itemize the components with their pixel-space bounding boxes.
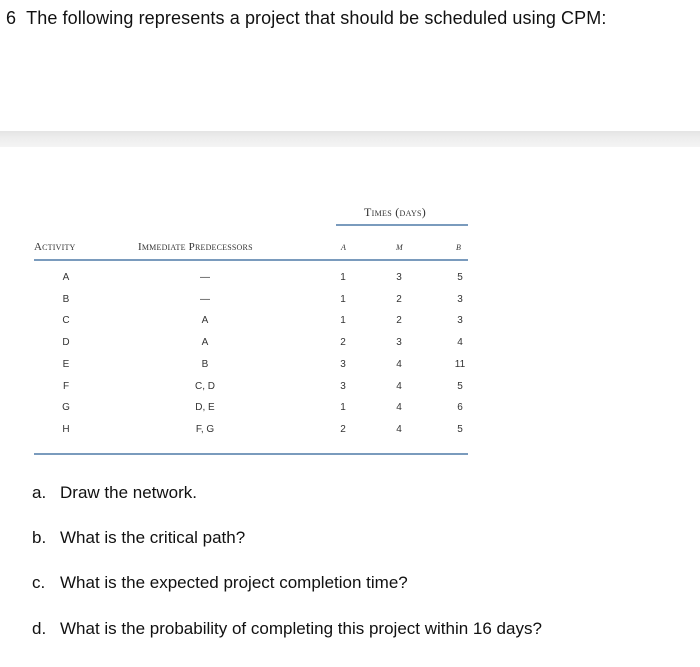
pred-cell: —: [200, 293, 210, 305]
a-cell: 1: [340, 293, 346, 305]
pred-cell: C, D: [195, 380, 215, 392]
subquestion-a: [32, 483, 197, 503]
m-column-header: m: [396, 241, 403, 253]
m-cell: 4: [396, 380, 402, 392]
a-cell: 1: [340, 272, 346, 283]
times-header-rule: [336, 224, 468, 226]
table-row: [0, 402, 700, 422]
table-row: [0, 294, 700, 314]
b-cell: 5: [457, 380, 463, 392]
table-bottom-rule: [34, 453, 468, 455]
a-cell: 2: [340, 423, 346, 435]
question-text: [6, 8, 606, 29]
activity-column-header: Activity: [34, 241, 76, 253]
m-cell: 4: [396, 402, 402, 414]
activity-cell: A: [62, 272, 70, 283]
a-cell: 1: [340, 315, 346, 327]
question-number: 6: [6, 8, 17, 28]
activity-cell: F: [62, 380, 70, 392]
m-cell: 4: [396, 358, 402, 370]
b-cell: 6: [457, 402, 463, 414]
table-row: [0, 424, 700, 444]
pred-cell: —: [200, 272, 210, 283]
subquestion-text: What is the expected project completion time?: [60, 573, 408, 592]
m-cell: 4: [396, 423, 402, 435]
table-row: [0, 272, 700, 292]
subquestion-label: d.: [32, 619, 47, 638]
activity-cell: E: [62, 358, 70, 370]
pred-cell: D, E: [195, 402, 215, 414]
subquestion-c: [32, 573, 408, 593]
activity-cell: G: [62, 402, 70, 414]
activity-cell: D: [62, 337, 70, 349]
b-cell: 5: [457, 272, 463, 283]
pred-cell: A: [201, 315, 209, 327]
pred-cell: F, G: [195, 423, 215, 435]
predecessors-column-header: Immediate Predecessors: [138, 241, 253, 253]
subquestion-label: c.: [32, 573, 46, 592]
b-cell: 3: [457, 315, 463, 327]
page-divider: [0, 131, 700, 147]
activity-table: [0, 195, 700, 465]
pred-cell: B: [201, 358, 209, 370]
question-body: The following represents a project that should be scheduled using CPM:: [26, 8, 607, 28]
m-cell: 3: [396, 272, 402, 283]
a-cell: 2: [340, 337, 346, 349]
table-row: [0, 315, 700, 335]
b-column-header: b: [456, 241, 462, 253]
activity-cell: H: [62, 423, 70, 435]
a-cell: 1: [340, 402, 346, 414]
a-cell: 3: [340, 380, 346, 392]
subquestion-text: Draw the network.: [60, 483, 197, 502]
subquestion-text: What is the probability of completing this project within 16 days?: [60, 619, 542, 638]
m-cell: 2: [396, 315, 402, 327]
activity-cell: B: [62, 293, 70, 305]
table-row: [0, 381, 700, 401]
times-header: Times (days): [364, 205, 427, 219]
subquestion-d: [32, 619, 542, 639]
pred-cell: A: [201, 337, 209, 349]
header-rule: [34, 259, 468, 261]
activity-cell: C: [62, 315, 70, 327]
m-cell: 3: [396, 337, 402, 349]
subquestion-label: a.: [32, 483, 47, 502]
table-row: [0, 359, 700, 379]
subquestion-label: b.: [32, 528, 47, 547]
b-cell: 4: [457, 337, 463, 349]
subquestion-text: What is the critical path?: [60, 528, 246, 547]
b-cell: 5: [457, 423, 463, 435]
b-cell: 11: [454, 358, 466, 370]
subquestion-b: [32, 528, 245, 548]
b-cell: 3: [457, 293, 463, 305]
a-column-header: a: [341, 241, 347, 253]
a-cell: 3: [340, 358, 346, 370]
table-row: [0, 337, 700, 357]
m-cell: 2: [396, 293, 402, 305]
